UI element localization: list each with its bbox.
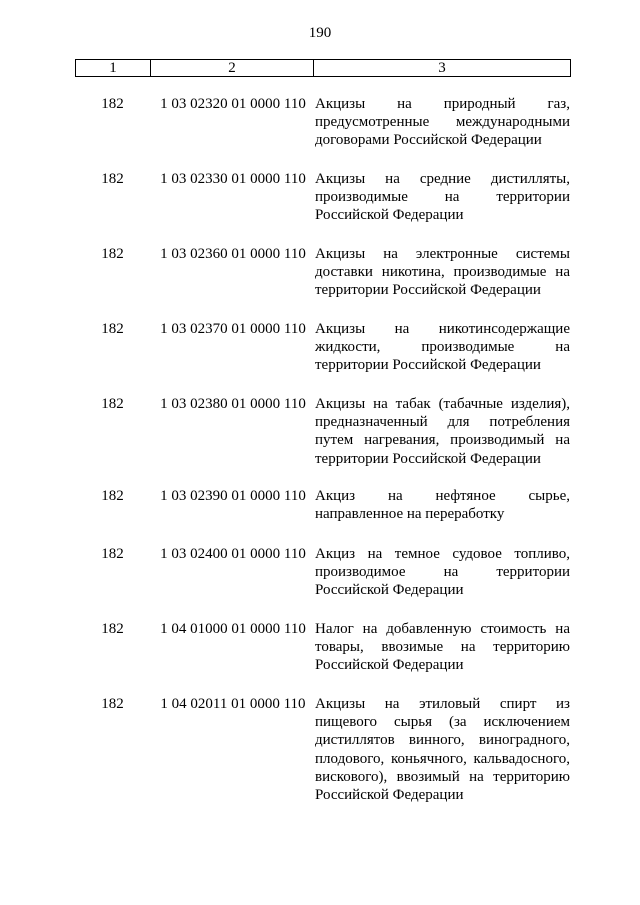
revenue-name: Акцизы на природный газ, предусмотренные международными договорами Российской Федерации [315,96,570,149]
table-header [75,59,571,77]
admin-code: 182 [101,488,124,504]
header-col-3: 3 [438,60,446,76]
revenue-name: Акцизы на табак (табачные изделия), предназначенный для потребления путем нагревания, производимый на территории Российской Федерации [315,396,570,467]
budget-code: 1 03 02390 01 0000 110 [160,488,306,504]
admin-code: 182 [101,96,124,112]
admin-code: 182 [101,246,124,262]
admin-code: 182 [101,621,124,637]
admin-code: 182 [101,546,124,562]
revenue-name: Налог на добавленную стоимость на товары, ввозимые на территорию Российской Федерации [315,621,570,674]
budget-code: 1 03 02360 01 0000 110 [160,246,306,262]
admin-code: 182 [101,321,124,337]
budget-code: 1 03 02320 01 0000 110 [160,96,306,112]
page-number: 190 [308,25,332,41]
budget-code: 1 03 02380 01 0000 110 [160,396,306,412]
admin-code: 182 [101,696,124,712]
budget-code: 1 03 02370 01 0000 110 [160,321,306,337]
revenue-name: Акцизы на никотинсодержащие жидкости, производимые на территории Российской Федерации [315,321,570,374]
revenue-name: Акциз на нефтяное сырье, направленное на переработку [315,488,570,523]
revenue-name: Акцизы на средние дистилляты, производимые на территории Российской Федерации [315,171,570,224]
budget-code: 1 04 02011 01 0000 110 [160,696,306,712]
revenue-name: Акцизы на электронные системы доставки никотина, производимые на территории Российской Федерации [315,246,570,299]
admin-code: 182 [101,171,124,187]
header-col-2: 2 [151,60,314,76]
budget-code: 1 03 02330 01 0000 110 [160,171,306,187]
revenue-name: Акциз на темное судовое топливо, производимое на территории Российской Федерации [315,546,570,599]
budget-code: 1 04 01000 01 0000 110 [160,621,306,637]
budget-code: 1 03 02400 01 0000 110 [160,546,306,562]
admin-code: 182 [101,396,124,412]
header-col-1: 1 [76,60,151,76]
revenue-name: Акцизы на этиловый спирт из пищевого сырья (за исключением дистиллятов винного, виноградного, плодового, коньячного, кальвадосного, вискового), ввозимый на территорию Российской Федерации [315,696,570,804]
